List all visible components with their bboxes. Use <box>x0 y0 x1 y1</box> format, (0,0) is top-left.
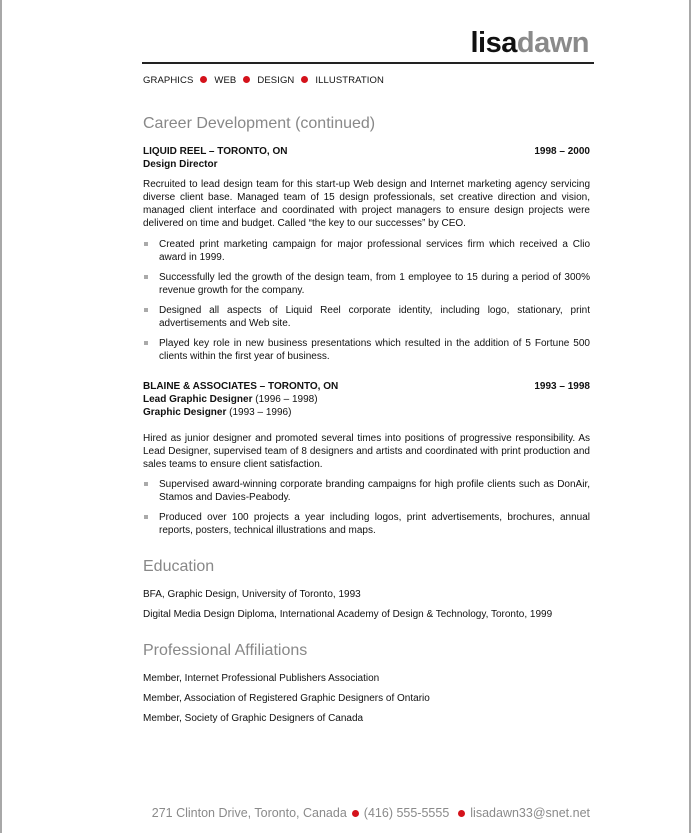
job-role-line <box>143 393 590 406</box>
section-title: Professional Affiliations <box>143 642 308 659</box>
list-item <box>143 337 590 363</box>
education-item: Digital Media Design Diploma, International Academy of Design & Technology, Toronto, 1999 <box>143 609 553 620</box>
header-rule <box>142 62 594 64</box>
brand-name <box>471 26 590 60</box>
job-entry <box>143 380 590 544</box>
bullet-text: Played key role in new business presentations which resulted in the addition of 5 Fortune 500 clients within the first year of business. <box>159 338 590 362</box>
tagline-item: GRAPHICS <box>143 75 194 86</box>
square-bullet-icon <box>144 341 148 345</box>
job-company: LIQUID REEL – TORONTO, ON <box>143 146 288 157</box>
job-dates: 1993 – 1998 <box>534 381 590 392</box>
square-bullet-icon <box>144 242 148 246</box>
job-company: BLAINE & ASSOCIATES – TORONTO, ON <box>143 381 339 392</box>
job-summary: Recruited to lead design team for this start-up Web design and Internet marketing agency servicing diverse client base. Managed team of 15 design professionals, set creative direction and vision, managed client interface and coordinated with project managers to ensure design projects were delivered on time and budget. Called “the key to our successes” by CEO. <box>143 179 590 229</box>
affiliation-item: Member, Society of Graphic Designers of Canada <box>143 713 364 724</box>
tagline-item: DESIGN <box>257 75 295 86</box>
square-bullet-icon <box>144 275 148 279</box>
career-section <box>143 114 590 134</box>
job-role-period: (1993 – 1996) <box>229 407 292 418</box>
job-entry <box>143 145 590 370</box>
square-bullet-icon <box>144 515 148 519</box>
list-item <box>143 304 590 330</box>
list-item <box>143 271 590 297</box>
list-item <box>143 511 590 537</box>
job-role-line <box>143 406 590 419</box>
job-dates: 1998 – 2000 <box>534 146 590 157</box>
bullet-text: Produced over 100 projects a year including logos, print advertisements, brochures, annual reports, posters, technical illustrations and maps. <box>159 512 590 536</box>
section-title: Career Development (continued) <box>143 115 376 132</box>
bullet-dot-icon <box>243 76 250 83</box>
tagline-item: WEB <box>214 75 237 86</box>
job-bullets <box>143 238 590 363</box>
affiliation-item: Member, Association of Registered Graphic Designers of Ontario <box>143 693 430 704</box>
bullet-text: Supervised award-winning corporate branding campaigns for high profile clients such as DonAir, Stamos and Davies-Peabody. <box>159 479 590 503</box>
bullet-dot-icon <box>301 76 308 83</box>
list-item <box>143 238 590 264</box>
contact-phone: (416) 555-5555 <box>363 806 450 820</box>
affiliation-item: Member, Internet Professional Publishers Association <box>143 673 380 684</box>
list-item <box>143 478 590 504</box>
bullet-text: Successfully led the growth of the design team, from 1 employee to 15 during a period of 300% revenue growth for the company. <box>159 272 590 296</box>
job-bullets <box>143 478 590 537</box>
job-role: Graphic Designer <box>143 407 227 418</box>
affiliations-section <box>143 641 590 732</box>
job-summary: Hired as junior designer and promoted several times into positions of progressive responsibility. As Lead Designer, supervised team of 8 designers and artists and coordinated with print production and sales teams to ensure client satisfaction. <box>143 433 590 470</box>
square-bullet-icon <box>144 308 148 312</box>
page-border-left <box>0 0 2 833</box>
job-role-period: (1996 – 1998) <box>255 394 318 405</box>
tagline-item: ILLUSTRATION <box>315 75 384 86</box>
contact-footer <box>152 806 590 820</box>
job-header <box>143 380 590 393</box>
contact-email[interactable]: lisadawn33@snet.net <box>470 806 590 820</box>
brand-first-name: lisa <box>470 27 517 59</box>
bullet-text: Designed all aspects of Liquid Reel corporate identity, including logo, stationary, print advertisements and Web site. <box>159 305 590 329</box>
brand-last-name: dawn <box>516 27 589 59</box>
job-header <box>143 145 590 158</box>
education-section <box>143 557 590 628</box>
bullet-dot-icon <box>458 810 465 817</box>
square-bullet-icon <box>144 482 148 486</box>
job-role: Lead Graphic Designer <box>143 394 253 405</box>
contact-address: 271 Clinton Drive, Toronto, Canada <box>151 806 347 820</box>
bullet-dot-icon <box>352 810 359 817</box>
bullet-text: Created print marketing campaign for major professional services firm which received a Clio award in 1999. <box>159 239 590 263</box>
job-role: Design Director <box>143 159 218 170</box>
section-title: Education <box>143 558 215 575</box>
education-item: BFA, Graphic Design, University of Toronto, 1993 <box>143 589 361 600</box>
tagline <box>143 75 384 86</box>
bullet-dot-icon <box>200 76 207 83</box>
